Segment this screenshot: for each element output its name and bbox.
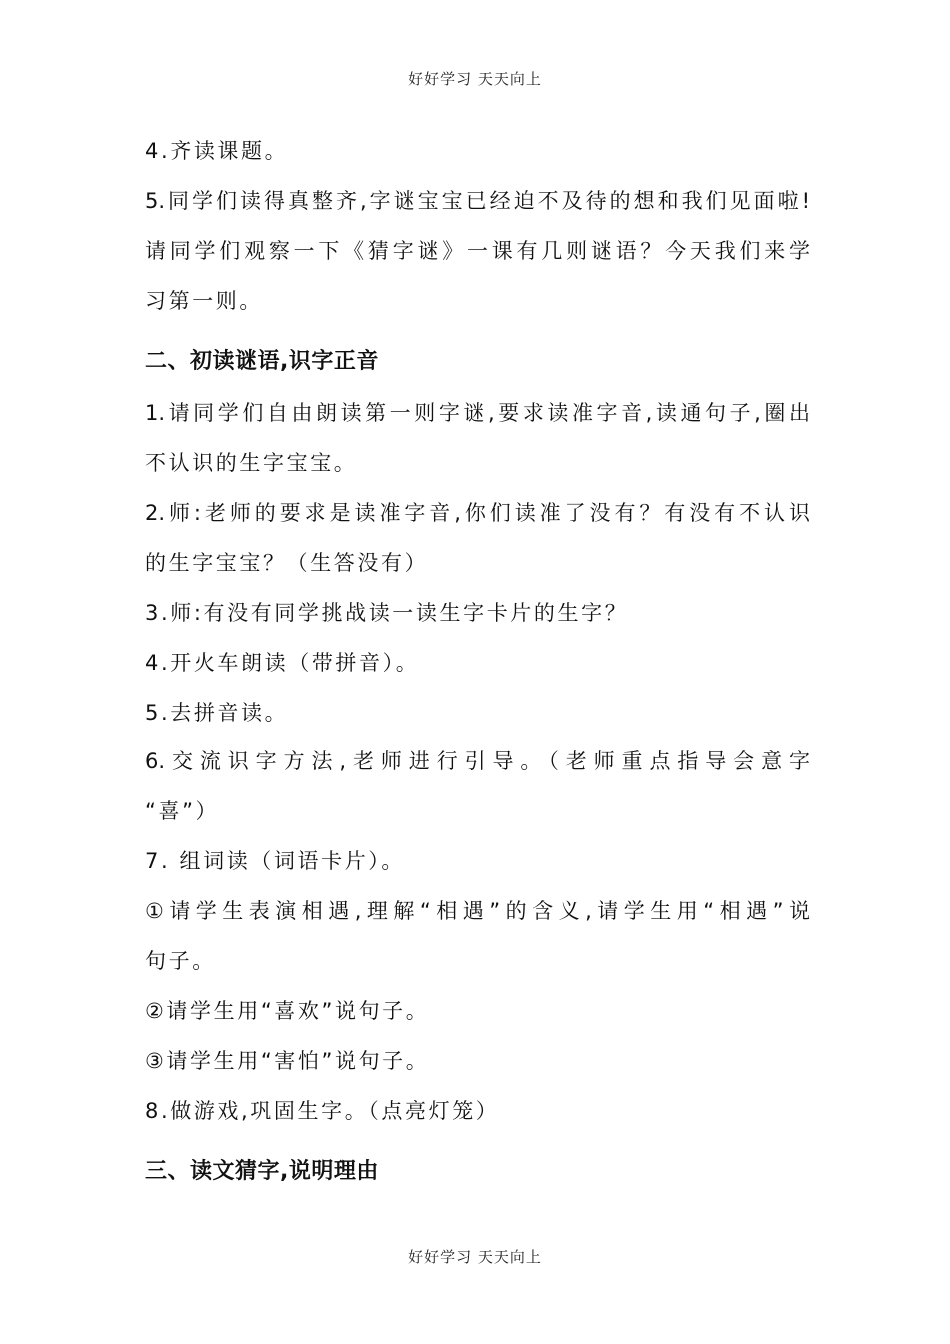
section-heading: 三、读文猜字,说明理由 [145,1159,379,1184]
paragraph-line: 习第一则。 [145,289,263,313]
paragraph-line: ②请学生用“喜欢”说句子。 [145,999,430,1023]
paragraph-line: ③请学生用“害怕”说句子。 [145,1049,430,1073]
paragraph-line: 4.齐读课题。 [145,139,289,163]
paragraph-line: “喜”） [145,799,220,823]
paragraph-line: 1.请同学们自由朗读第一则字谜,要求读准字音,读通句子,圈出 [145,401,810,425]
page-header: 好好学习 天天向上 [408,70,542,88]
section-heading: 二、初读谜语,识字正音 [145,349,379,374]
paragraph-line: 的生字宝宝？（生答没有） [145,551,429,575]
paragraph-line: 5.去拼音读。 [145,701,289,725]
paragraph-line: 8.做游戏,巩固生字。（点亮灯笼） [145,1099,500,1123]
page-footer: 好好学习 天天向上 [408,1248,542,1266]
paragraph-line: 2.师:老师的要求是读准字音,你们读准了没有？有没有不认识 [145,501,810,525]
paragraph-line: 6.交流识字方法,老师进行引导。（老师重点指导会意字 [145,749,810,773]
paragraph-line: 4.开火车朗读（带拼音）。 [145,651,420,675]
paragraph-line: 3.师:有没有同学挑战读一读生字卡片的生字？ [145,601,629,625]
paragraph-line: 不认识的生字宝宝。 [145,451,358,475]
paragraph-line: ①请学生表演相遇,理解“相遇”的含义,请学生用“相遇”说 [145,899,810,923]
paragraph-line: 请同学们观察一下《猜字谜》一课有几则谜语？今天我们来学 [145,239,810,263]
paragraph-line: 7. 组词读（词语卡片）。 [145,849,406,873]
paragraph-line: 句子。 [145,949,216,973]
paragraph-line: 5.同学们读得真整齐,字谜宝宝已经迫不及待的想和我们见面啦! [145,189,810,213]
